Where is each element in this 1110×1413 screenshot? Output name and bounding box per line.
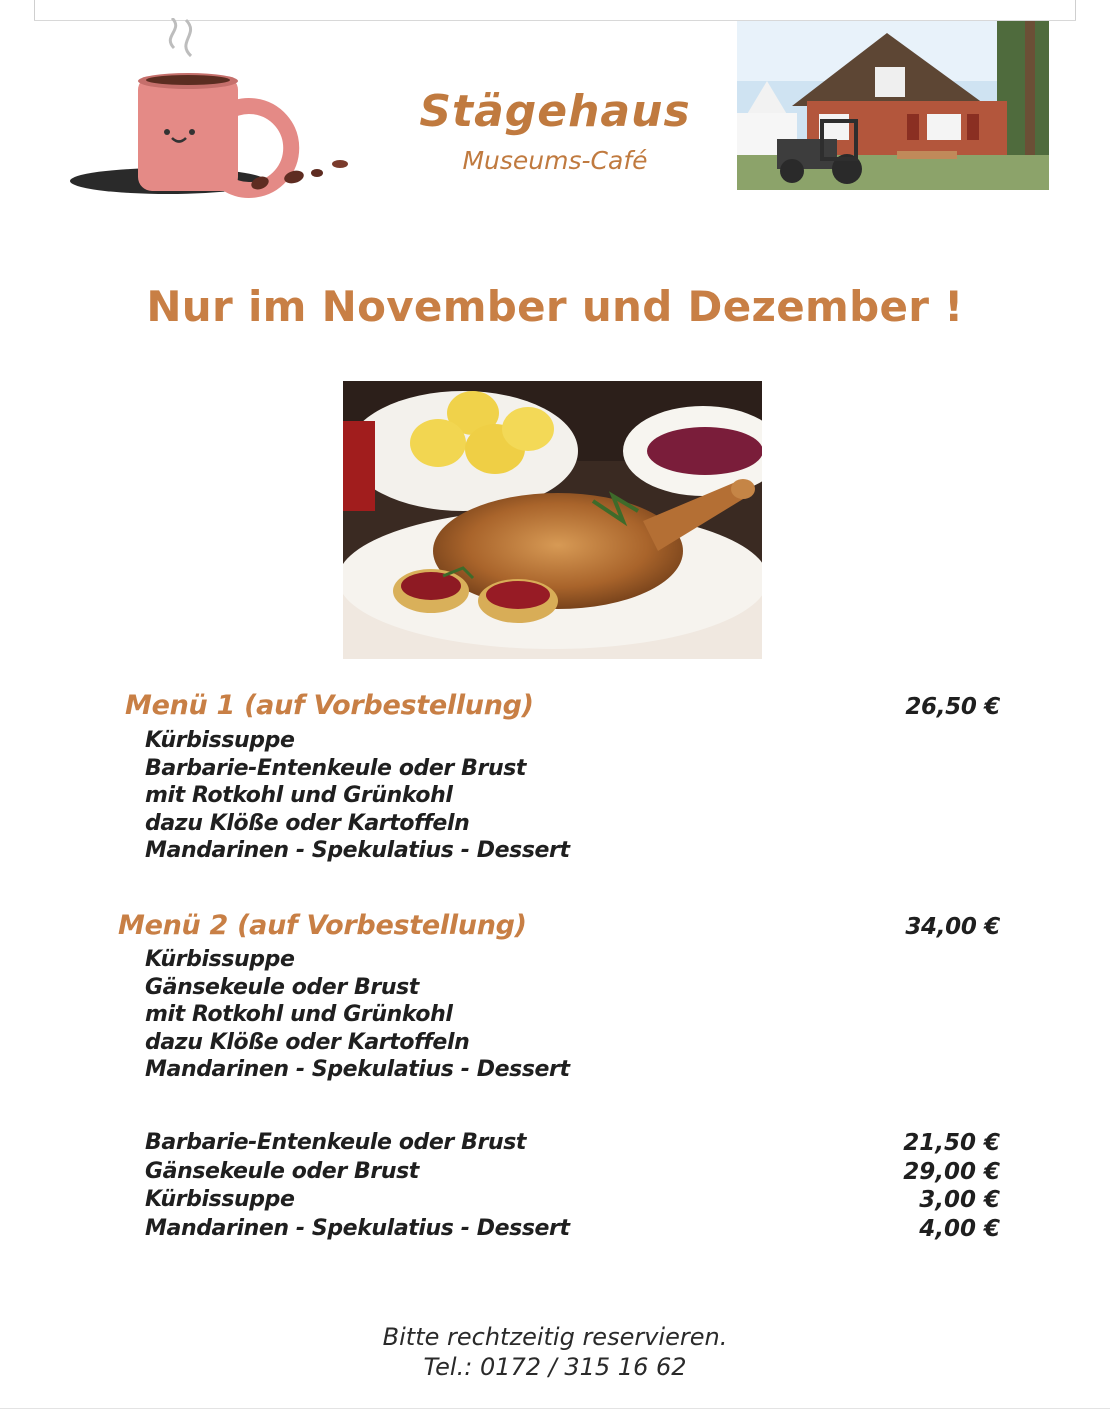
menu-2-title: Menü 2 (auf Vorbestellung) (118, 910, 527, 941)
menu-1-title: Menü 1 (auf Vorbestellung) (125, 690, 534, 721)
phone-number: Tel.: 0172 / 315 16 62 (423, 1353, 687, 1381)
menu-item-line: Mandarinen - Spekulatius - Dessert (145, 838, 570, 863)
menu-item-line: Kürbissuppe (145, 728, 295, 753)
brand (400, 88, 710, 175)
page-right-border (1075, 0, 1076, 20)
roast-duck-photo (343, 381, 762, 659)
menu-item-line: mit Rotkohl und Grünkohl (145, 1002, 453, 1027)
extras-prices (903, 1129, 1000, 1243)
reservation-text: Bitte rechtzeitig reservieren. (382, 1323, 728, 1351)
extra-item-name: Gänsekeule oder Brust (145, 1158, 419, 1184)
reservation-note (0, 1322, 1110, 1382)
menu-1-items (145, 727, 570, 865)
extra-item-price: 29,00 € (903, 1158, 1000, 1185)
menu-item-line: Mandarinen - Spekulatius - Dessert (145, 1057, 570, 1082)
extra-item-price: 3,00 € (919, 1187, 1000, 1213)
brand-subtitle: Museums-Café (462, 146, 648, 176)
menu-2-price: 34,00 € (905, 914, 1000, 940)
menu-item-line: Barbarie-Entenkeule oder Brust (145, 755, 527, 781)
extra-item-price: 21,50 € (903, 1130, 1000, 1156)
brand-title: Stägehaus (419, 86, 691, 137)
extra-item-name: Kürbissuppe (145, 1187, 295, 1212)
page-bottom-border (0, 1408, 1110, 1409)
coffee-mug-icon (66, 18, 356, 203)
extra-item-price: 4,00 € (919, 1215, 1000, 1242)
museum-house-photo (737, 21, 1049, 190)
menu-2-items (145, 946, 570, 1084)
menu-item-line: Gänsekeule oder Brust (145, 974, 419, 1000)
menu-item-line: mit Rotkohl und Grünkohl (145, 783, 453, 808)
menu-item-line: dazu Klöße oder Kartoffeln (145, 810, 470, 836)
menu-item-line: Kürbissuppe (145, 947, 295, 972)
extras-list (145, 1129, 570, 1243)
extra-item-name: Mandarinen - Spekulatius - Dessert (145, 1215, 570, 1241)
menu-item-line: dazu Klöße oder Kartoffeln (145, 1029, 470, 1055)
headline: Nur im November und Dezember ! (146, 282, 964, 331)
page-left-border (34, 0, 35, 20)
menu-1-price: 26,50 € (905, 694, 1000, 720)
extra-item-name: Barbarie-Entenkeule oder Brust (145, 1130, 527, 1155)
